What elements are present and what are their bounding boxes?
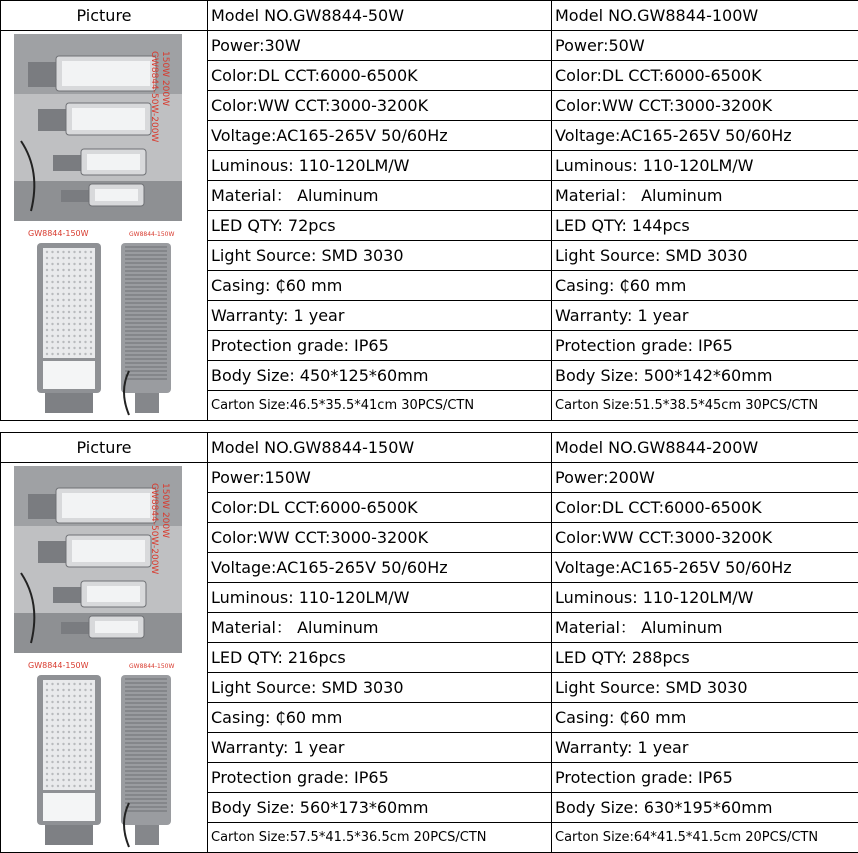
spec-value: Warranty: 1 year [208, 733, 552, 763]
spec-value: Protection grade: IP65 [552, 763, 858, 793]
spec-value: Body Size: 630*195*60mm [552, 793, 858, 823]
spec-value: Casing: ₵60 mm [552, 271, 858, 301]
model-number: Model NO.GW8844-150W [208, 433, 552, 463]
spec-value: Light Source: SMD 3030 [208, 241, 552, 271]
front-view-caption: GW8844-150W [28, 661, 89, 670]
spec-value: Color:DL CCT:6000-6500K [208, 493, 552, 523]
back-view-caption: GW8844-150W [129, 663, 175, 670]
spec-value: Light Source: SMD 3030 [552, 241, 858, 271]
photo-text-a: GW8844-50W-200W [149, 483, 159, 575]
picture-cell [1, 463, 208, 853]
spec-value: Color:DL CCT:6000-6500K [552, 61, 858, 91]
spec-value: Casing: ₵60 mm [208, 703, 552, 733]
spec-value: Voltage:AC165-265V 50/60Hz [552, 121, 858, 151]
table-row [1, 433, 858, 463]
spec-value: Light Source: SMD 3030 [208, 673, 552, 703]
spec-value: Light Source: SMD 3030 [552, 673, 858, 703]
spec-value: Luminous: 110-120LM/W [208, 151, 552, 181]
carton-size: Carton Size:51.5*38.5*45cm 30PCS/CTN [552, 391, 858, 421]
spec-value: Color:WW CCT:3000-3200K [208, 91, 552, 121]
spec-value: Material： Aluminum [552, 613, 858, 643]
spec-value: Warranty: 1 year [552, 733, 858, 763]
spec-value: Power:50W [552, 31, 858, 61]
model-number: Model NO.GW8844-100W [552, 1, 858, 31]
table-row [1, 31, 858, 61]
picture-header: Picture [1, 433, 208, 463]
spec-value: Casing: ₵60 mm [552, 703, 858, 733]
carton-size: Carton Size:64*41.5*41.5cm 20PCS/CTN [552, 823, 858, 853]
model-number: Model NO.GW8844-200W [552, 433, 858, 463]
spec-value: Material： Aluminum [208, 181, 552, 211]
model-number: Model NO.GW8844-50W [208, 1, 552, 31]
spec-value: Material： Aluminum [208, 613, 552, 643]
spec-value: Color:WW CCT:3000-3200K [208, 523, 552, 553]
spec-value: Color:WW CCT:3000-3200K [552, 91, 858, 121]
spec-value: Material： Aluminum [552, 181, 858, 211]
spec-value: Warranty: 1 year [552, 301, 858, 331]
spec-value: Protection grade: IP65 [208, 763, 552, 793]
spec-table-1 [0, 0, 858, 421]
spec-value: Color:DL CCT:6000-6500K [208, 61, 552, 91]
spec-value: Luminous: 110-120LM/W [208, 583, 552, 613]
spec-value: Voltage:AC165-265V 50/60Hz [208, 553, 552, 583]
spec-table-2 [0, 432, 858, 853]
product-photo [1, 31, 205, 417]
spec-value: LED QTY: 216pcs [208, 643, 552, 673]
photo-text-b: 150W 200W [160, 51, 170, 107]
spec-value: Color:WW CCT:3000-3200K [552, 523, 858, 553]
spec-value: Casing: ₵60 mm [208, 271, 552, 301]
back-view-caption: GW8844-150W [129, 231, 175, 238]
product-photo [1, 463, 205, 849]
spec-value: Voltage:AC165-265V 50/60Hz [208, 121, 552, 151]
photo-text-b: 150W 200W [160, 483, 170, 539]
table-row [1, 463, 858, 493]
spec-value: LED QTY: 144pcs [552, 211, 858, 241]
spec-value: Power:200W [552, 463, 858, 493]
spec-value: Luminous: 110-120LM/W [552, 583, 858, 613]
picture-cell [1, 31, 208, 421]
spec-value: Body Size: 500*142*60mm [552, 361, 858, 391]
front-view-caption: GW8844-150W [28, 229, 89, 238]
spec-value: LED QTY: 72pcs [208, 211, 552, 241]
spec-value: LED QTY: 288pcs [552, 643, 858, 673]
carton-size: Carton Size:57.5*41.5*36.5cm 20PCS/CTN [208, 823, 552, 853]
spec-value: Voltage:AC165-265V 50/60Hz [552, 553, 858, 583]
spec-value: Color:DL CCT:6000-6500K [552, 493, 858, 523]
carton-size: Carton Size:46.5*35.5*41cm 30PCS/CTN [208, 391, 552, 421]
spec-value: Protection grade: IP65 [552, 331, 858, 361]
table-row [1, 1, 858, 31]
photo-text-a: GW8844-50W-200W [149, 51, 159, 143]
spec-value: Power:150W [208, 463, 552, 493]
picture-header: Picture [1, 1, 208, 31]
spec-value: Luminous: 110-120LM/W [552, 151, 858, 181]
spec-value: Protection grade: IP65 [208, 331, 552, 361]
spec-value: Warranty: 1 year [208, 301, 552, 331]
spec-value: Body Size: 450*125*60mm [208, 361, 552, 391]
spec-value: Body Size: 560*173*60mm [208, 793, 552, 823]
spec-value: Power:30W [208, 31, 552, 61]
